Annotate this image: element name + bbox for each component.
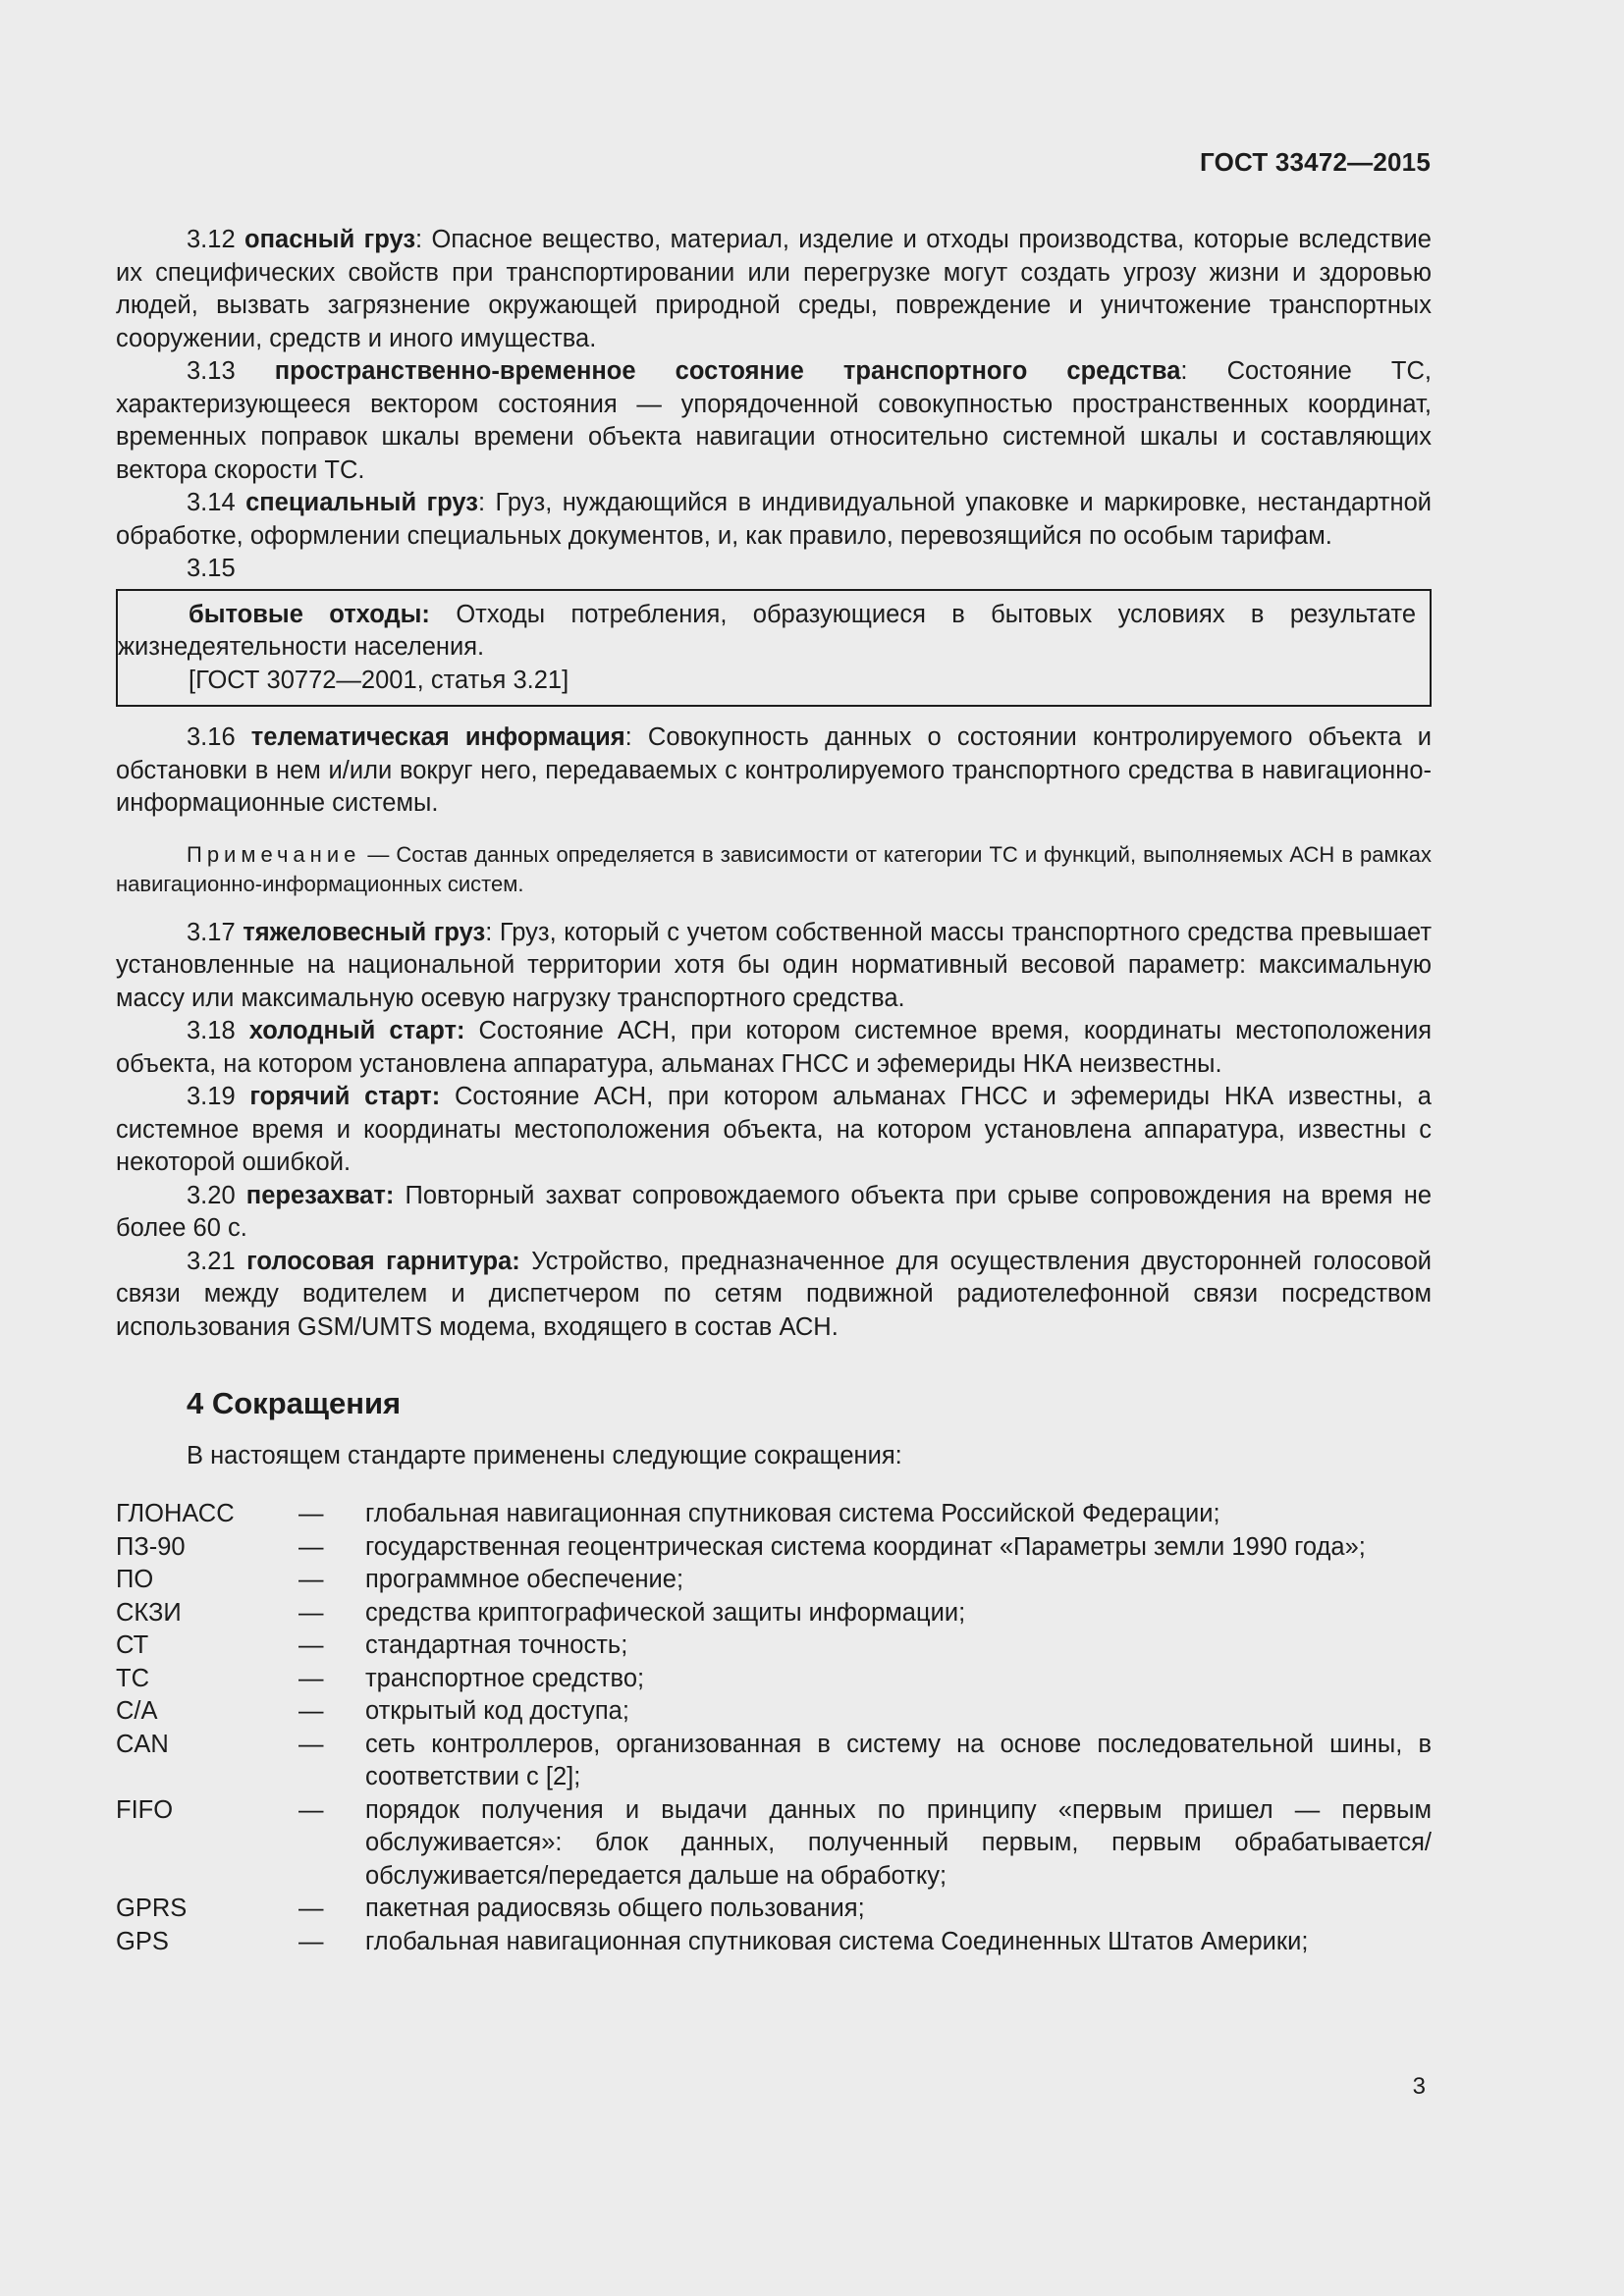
definition-number: 3.19 [187,1083,236,1110]
abbreviation-dash: — [298,1795,324,1824]
abbreviation-definition: открытый код доступа; [365,1697,629,1725]
definition-text: Груз, нуждающийся в индивидуальной упаковке и маркировке, нестандартной обработке, оформлении специальных документов, и, как правило, перевозящийся по особым тарифам. [116,489,1432,550]
definition-separator: : [1180,357,1227,385]
definition-term: опасный груз [244,226,416,253]
definition-number: 3.20 [187,1181,236,1209]
definition-number: 3.16 [187,723,236,751]
abbreviation-dash: — [298,1500,324,1527]
abbreviation-definition: сеть контроллеров, организованная в систему на основе последовательной шины, в соответствии с [2]; [365,1730,1432,1790]
definition-3-16 [116,721,1432,821]
definition-text: Состояние АСН, при котором альманах ГНСС и эфемериды НКА известны, а системное время и координаты местоположения объекта, на котором установлена аппаратура, известны с некоторой ошибкой. [116,1083,1432,1176]
abbreviation-definition: стандартная точность; [365,1631,628,1659]
definition-3-15 [118,599,1416,665]
section-heading: 4 Сокращения [187,1386,402,1420]
definition-separator [440,1083,455,1110]
document-code: ГОСТ 33472—2015 [1200,147,1431,177]
definition-term: бытовые отходы: [189,600,430,628]
definition-number: 3.21 [187,1247,236,1275]
definition-text: Груз, который с учетом собственной массы транспортного средства превышает установленные на национальной территории хотя бы один нормативный весовой параметр: максимальную массу или максимальную осевую нагрузку транспортного средства. [116,918,1432,1012]
abbreviation-row [116,1629,1432,1663]
definition-source-reference: [ГОСТ 30772—2001, статья 3.21] [189,666,569,694]
abbreviation-row [116,1893,1432,1926]
definition-3-17 [116,917,1432,1016]
abbreviation-definition: транспортное средство; [365,1664,645,1692]
abbreviation-row [116,1926,1432,1959]
abbreviation-term: СКЗИ [116,1598,182,1627]
definition-separator: : [477,489,496,516]
note-label: Примечание [187,841,361,867]
definition-separator [464,1017,478,1044]
abbreviation-definition: программное обеспечение; [365,1566,684,1593]
definition-term: горячий старт: [249,1083,441,1110]
definition-separator: : [415,226,432,253]
definition-number: 3.14 [187,489,236,516]
definition-text: Состояние ТС, характеризующееся вектором состояния — упорядоченной совокупностью пространственных координат, временных поправок шкалы времени объекта навигации относительно системной шкалы и составляющих вектора скорости ТС. [116,357,1432,484]
abbreviation-dash: — [298,1927,324,1955]
abbreviation-row [116,1663,1432,1696]
abbreviation-term: GPRS [116,1895,188,1922]
abbreviation-term: ПЗ-90 [116,1532,186,1561]
abbreviation-dash: — [298,1532,324,1561]
definition-text: Совокупность данных о состоянии контролируемого объекта и обстановки в нем и/или вокруг него, передаваемых с контролируемого транспортного средства в навигационно-информационные системы. [116,723,1433,817]
abbreviation-dash: — [298,1664,324,1692]
definition-separator [394,1182,405,1209]
abbreviation-row [116,1695,1432,1729]
definition-text: Устройство, предназначенное для осуществления двусторонней голосовой связи между водителем и диспетчером по сетям подвижной радиотелефонной связи посредством использования GSM/UMTS модема, входящего в состав АСН. [116,1247,1433,1341]
abbreviation-term: СТ [116,1631,149,1659]
abbreviation-dash: — [298,1631,324,1659]
abbreviation-dash: — [298,1895,324,1922]
abbreviation-dash: — [298,1697,324,1725]
definition-term: пространственно-временное состояние транспортного средства [274,357,1181,385]
definition-separator: : [485,918,500,946]
definition-number: 3.12 [187,226,236,253]
abbreviation-definition: средства криптографической защиты информации; [365,1598,966,1627]
definition-text: Опасное вещество, материал, изделие и отходы производства, которые вследствие их специфических свойств при транспортировании или перегрузке могут создать угрозу жизни и здоровью людей, вызвать загрязнение окружающей природной среды, повреждение и уничтожение транспортных сооружении, средств и иного имущества. [116,226,1432,352]
definition-text: Повторный захват сопровождаемого объекта при срыве сопровождения на время не более 60 с. [116,1181,1432,1242]
abbreviation-term: C/A [116,1697,158,1725]
page-content [116,224,1432,1958]
abbreviation-term: ТС [116,1664,149,1692]
definition-3-20 [116,1180,1432,1246]
definition-3-13 [116,355,1432,487]
page-number: 3 [1412,2073,1426,2100]
definition-3-18 [116,1015,1432,1081]
definition-term: специальный груз [245,489,478,516]
abbreviation-term: CAN [116,1730,169,1758]
definition-3-15-box [116,589,1432,708]
definition-text: Состояние АСН, при котором системное время, координаты местоположения объекта, на котором установлена аппаратура, альманах ГНСС и эфемериды НКА неизвестны. [116,1017,1433,1078]
definition-3-21 [116,1246,1432,1345]
abbreviation-definition: порядок получения и выдачи данных по принципу «первым пришел — первым обслуживается»: блок данных, полученный первым, первым обрабатывается/обслуживается/передается дальше на обработку; [365,1795,1432,1890]
definition-3-12 [116,224,1432,355]
abbreviation-term: ГЛОНАСС [116,1500,235,1527]
abbreviation-row [116,1498,1432,1531]
definition-number: 3.17 [187,918,236,946]
abbreviation-row [116,1794,1432,1894]
note-text: — Состав данных определяется в зависимости от категории ТС и функций, выполняемых АСН в рамках навигационно-информационных систем. [116,841,1432,896]
definition-3-14 [116,487,1432,553]
abbreviation-row [116,1597,1432,1630]
definition-term: тяжеловесный груз [243,918,486,946]
definition-number: 3.13 [187,357,236,385]
definition-term: холодный старт: [248,1017,465,1044]
abbreviation-row [116,1729,1432,1794]
abbreviation-dash: — [298,1598,324,1627]
definition-separator: : [624,723,648,751]
abbreviation-definition: государственная геоцентрическая система координат «Параметры земли 1990 года»; [365,1532,1366,1561]
definition-term: голосовая гарнитура: [246,1247,520,1275]
abbreviation-definition: глобальная навигационная спутниковая система Российской Федерации; [365,1500,1220,1527]
definition-number: 3.18 [187,1017,236,1044]
abbreviation-term: ПО [116,1566,154,1593]
definition-3-19 [116,1081,1432,1180]
note [116,840,1432,899]
abbreviation-dash: — [298,1730,324,1758]
abbreviation-definition: пакетная радиосвязь общего пользования; [365,1895,865,1922]
definition-separator [520,1248,532,1275]
definition-term: телематическая информация [250,723,625,751]
abbreviation-row [116,1531,1432,1565]
abbreviation-row [116,1564,1432,1597]
abbreviation-list [116,1498,1432,1958]
abbreviation-dash: — [298,1566,324,1593]
definition-text: Отходы потребления, образующиеся в бытовых условиях в результате жизнедеятельности населения. [118,600,1417,661]
definition-3-15-number: 3.15 [187,555,236,582]
definition-term: перезахват: [245,1181,395,1209]
section-intro: В настоящем стандарте применены следующие сокращения: [187,1441,902,1469]
abbreviation-definition: глобальная навигационная спутниковая система Соединенных Штатов Америки; [365,1927,1309,1955]
abbreviation-term: GPS [116,1927,169,1955]
abbreviation-term: FIFO [116,1795,174,1824]
